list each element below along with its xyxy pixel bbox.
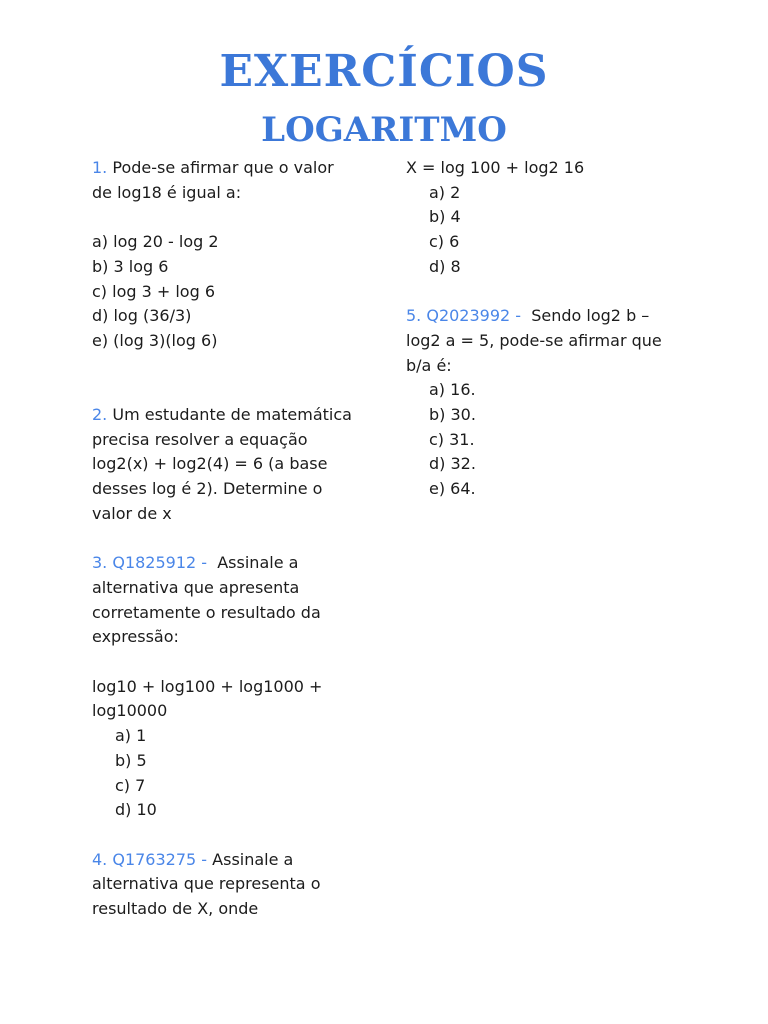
question-text: corretamente o resultado da <box>92 602 321 622</box>
question-text: Assinale a <box>212 849 294 869</box>
question-text: precisa resolver a equação <box>92 429 308 449</box>
question-4 <box>92 848 382 922</box>
question-reference: 5. Q2023992 - <box>406 306 522 326</box>
question-4-continued <box>406 156 696 280</box>
question-number: 1. <box>92 158 108 177</box>
question-text: resultado de X, onde <box>92 899 259 918</box>
option-c: c) 7 <box>115 775 146 795</box>
question-text: desses log é 2). Determine o <box>92 479 323 499</box>
left-column <box>92 156 382 922</box>
question-text: expressão: <box>92 627 179 647</box>
question-text: Pode-se afirmar que o valor <box>112 158 334 177</box>
option-a: a) 2 <box>429 182 461 202</box>
option-c: c) 6 <box>429 232 460 252</box>
option-b: b) 30. <box>429 405 476 425</box>
question-3 <box>92 551 382 823</box>
question-2 <box>92 403 382 527</box>
question-text: Um estudante de matemática <box>112 404 352 424</box>
question-text: alternativa que apresenta <box>92 577 300 597</box>
option-e: e) (log 3)(log 6) <box>92 330 218 350</box>
expression: log10 + log100 + log1000 + <box>92 676 323 696</box>
expression: X = log 100 + log2 16 <box>406 158 585 177</box>
option-a: a) log 20 - log 2 <box>92 232 219 252</box>
question-reference: 3. Q1825912 - <box>92 553 208 573</box>
option-d: d) 8 <box>429 256 461 276</box>
option-d: d) 32. <box>429 454 476 474</box>
question-text: Sendo log2 b – <box>531 306 650 326</box>
option-a: a) 16. <box>429 380 476 400</box>
option-b: b) 3 log 6 <box>92 256 169 276</box>
expression: log10000 <box>92 701 168 721</box>
page-subtitle: LOGARITMO <box>261 110 507 150</box>
question-text: Assinale a <box>217 553 299 573</box>
option-d: d) log (36/3) <box>92 306 192 326</box>
option-c: c) 31. <box>429 429 475 449</box>
question-text: alternativa que representa o <box>92 874 321 894</box>
question-text: b/a é: <box>406 355 452 375</box>
option-b: b) 5 <box>115 750 147 770</box>
option-e: e) 64. <box>429 479 476 499</box>
page-title: EXERCÍCIOS <box>219 46 549 97</box>
question-reference: 4. Q1763275 - <box>92 849 208 869</box>
question-text: valor de x <box>92 503 172 523</box>
question-text: de log18 é igual a: <box>92 182 242 202</box>
question-1 <box>92 156 382 354</box>
question-text: log2(x) + log2(4) = 6 (a base <box>92 454 328 474</box>
option-c: c) log 3 + log 6 <box>92 281 216 301</box>
question-5 <box>406 304 696 502</box>
option-d: d) 10 <box>115 800 157 820</box>
question-number: 2. <box>92 404 108 424</box>
option-a: a) 1 <box>115 726 147 746</box>
right-column <box>406 156 696 502</box>
option-b: b) 4 <box>429 207 461 227</box>
question-text: log2 a = 5, pode-se afirmar que <box>406 330 662 350</box>
